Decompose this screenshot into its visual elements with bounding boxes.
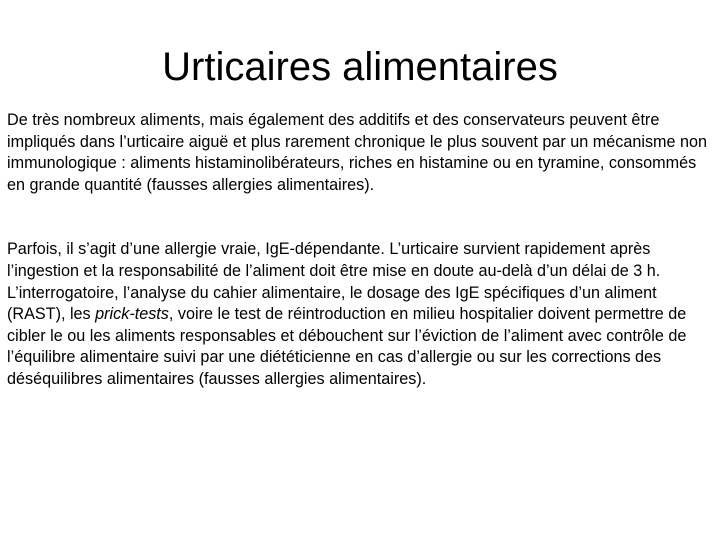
slide-title: Urticaires alimentaires — [162, 45, 558, 89]
paragraph-diagnosis-end: , voire le test de réintroduction en milieu hospitalier doivent permettre de cibler le ou les aliments responsables et débouchent sur l’éviction de l’aliment avec contrôle de l’équilibre alimentaire suivi par une diététicienne en cas d’allergie ou sur les corrections des déséquilibres alimentaires (fausses allergies alimentaires). — [7, 305, 687, 388]
paragraph-diagnosis-start: L’interrogatoire, l’analyse du cahier alimentaire, le dosage des IgE spécifiques d’un aliment (RAST), les — [7, 283, 657, 324]
paragraph-spacer — [7, 196, 713, 239]
prick-tests-term: prick-tests — [95, 305, 169, 324]
paragraph-ige-allergy: Parfois, il s’agit d’une allergie vraie, IgE-dépendante. L’urticaire survient rapidement après l’ingestion et la responsabilité de l’aliment doit être mise en doute au-delà d’un délai de 3 h. — [7, 240, 661, 280]
paragraph-non-immunologic: De très nombreux aliments, mais également des additifs et des conservateurs peuvent être impliqués dans l’urticaire aiguë et plus rarement chronique le plus souvent par un mécanisme non immunologique : aliments histaminolibérateurs, riches en histamine ou en tyramine, consommés en grande quantité (fausses allergies alimentaires). — [7, 111, 708, 194]
slide-body — [7, 110, 713, 391]
paragraph-diagnosis — [7, 283, 713, 391]
